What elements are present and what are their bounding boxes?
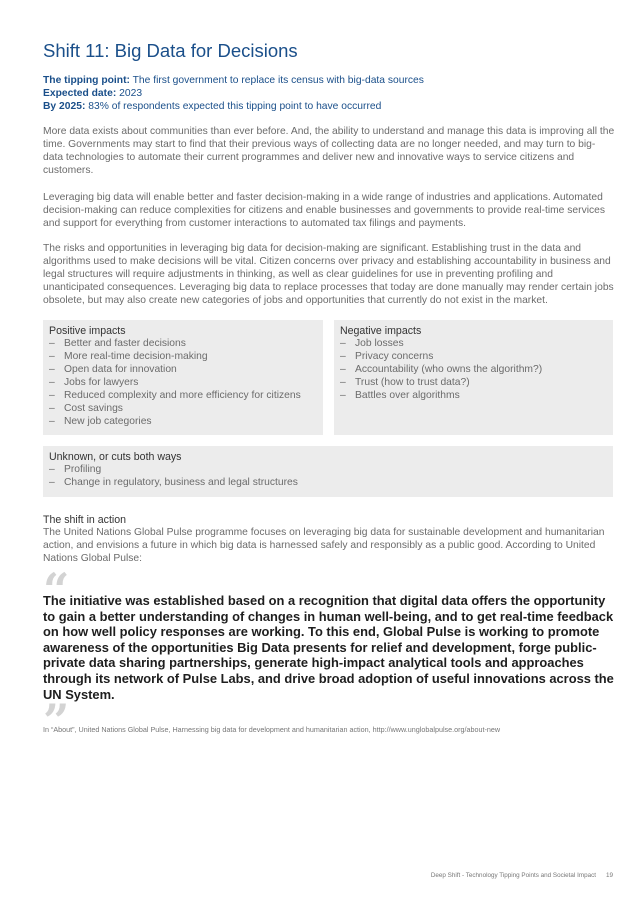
tipping-point-line: The tipping point: The first government to replace its census with big-data sources <box>43 75 424 86</box>
open-quote-icon: “ <box>43 563 70 617</box>
page-number: 19 <box>605 872 613 879</box>
list-item: – Profiling <box>49 464 102 475</box>
list-item: – Jobs for lawyers <box>49 376 139 388</box>
page-footer <box>431 872 613 879</box>
expected-date-value: 2023 <box>119 87 143 99</box>
list-item: – Trust (how to trust data?) <box>340 376 470 388</box>
expected-date-label: Expected date <box>43 87 113 99</box>
unknown-impacts-list <box>49 464 607 490</box>
list-item: – New job categories <box>49 415 152 427</box>
body-paragraph-2: Leveraging big data will enable better and faster decision-making in a wide range of industries and applications. Automated decision-making can reduce complexities for citizens and enable businesses and governments to provide real-time services and support for everything from customer interactions to automated tax filings and payments. <box>43 192 606 229</box>
positive-impacts-title: Positive impacts <box>49 325 126 337</box>
negative-impacts-box <box>334 320 613 435</box>
pull-quote: The initiative was established based on a recognition that digital data offers the opportunity to gain a better understanding of changes in human well-being, and to get real-time feedback on how well policy responses are working. To this end, Global Pulse is working to promote awareness of the opportunities Big Data presents for relief and development, forge public-private data sharing partnerships, generate high-impact analytical tools and approaches through its network of Pulse Labs, and drive broad adoption of useful innovations across the UN System. <box>43 593 614 702</box>
list-item: – Better and faster decisions <box>49 338 186 349</box>
tipping-point-label: The tipping point <box>43 75 127 86</box>
positive-impacts-box <box>43 320 323 435</box>
body-paragraph-1: More data exists about communities than ever before. And, the ability to understand and manage this data is improving all the time. Governments may start to find that their previous ways of collecting data are no longer needed, and may turn to big-data technologies to automate their current programmes and deliver new and innovative ways to service citizens and customers. <box>43 126 615 176</box>
list-item: – Job losses <box>340 338 404 349</box>
footer-title: Deep Shift - Technology Tipping Points and Societal Impact <box>430 872 596 879</box>
shift-in-action-title: The shift in action <box>43 514 127 526</box>
list-item: – Change in regulatory, business and legal structures <box>49 476 298 488</box>
by-2025-line: By 2025: 83% of respondents expected this tipping point to have occurred <box>43 100 382 112</box>
unknown-impacts-title: Unknown, or cuts both ways <box>49 451 182 463</box>
list-item: – Battles over algorithms <box>340 389 460 401</box>
list-item: – Reduced complexity and more efficiency for citizens <box>49 389 301 401</box>
by-2025-value: 83% of respondents expected this tipping point to have occurred <box>88 100 382 112</box>
negative-impacts-list <box>340 338 607 403</box>
body-paragraph-3: The risks and opportunities in leveraging big data for decision-making are significant. Establishing trust in the data and algorithms used to make decisions will be vital. Citizen concerns over privacy and establishing accountability in business and legal structures will require adjustments in thinking, as well as clear guidelines for use in preventing profiling and unanticipated consequences. Leveraging big data to replace processes that today are done manually may render certain jobs obsolete, but may also create new categories of jobs and opportunities that currently do not exist in the market. <box>43 243 614 306</box>
list-item: – Cost savings <box>49 402 123 414</box>
close-quote-icon: ” <box>43 694 70 748</box>
unknown-impacts-box <box>43 446 613 497</box>
quote-citation: In “About”, United Nations Global Pulse, Harnessing big data for development and humanitarian action, http://www.unglobalpulse.org/about-new <box>43 725 501 734</box>
list-item: – Open data for innovation <box>49 363 177 375</box>
negative-impacts-title: Negative impacts <box>340 325 422 337</box>
tipping-point-summary <box>43 75 424 113</box>
list-item: – More real-time decision-making <box>49 350 208 362</box>
by-2025-label: By 2025 <box>43 100 82 112</box>
list-item: – Privacy concerns <box>340 350 434 362</box>
expected-date-line: Expected date: 2023 <box>43 87 143 99</box>
positive-impacts-list <box>49 338 317 429</box>
tipping-point-value: The first government to replace its census with big-data sources <box>132 75 424 86</box>
list-item: – Accountability (who owns the algorithm?) <box>340 363 543 375</box>
page-title: Shift 11: Big Data for Decisions <box>43 40 298 61</box>
shift-in-action-text: The United Nations Global Pulse programme focuses on leveraging big data for sustainable development and humanitarian action, and envisions a future in which big data is harnessed safely and responsibly as a public good. According to United Nations Global Pulse: <box>43 527 605 564</box>
